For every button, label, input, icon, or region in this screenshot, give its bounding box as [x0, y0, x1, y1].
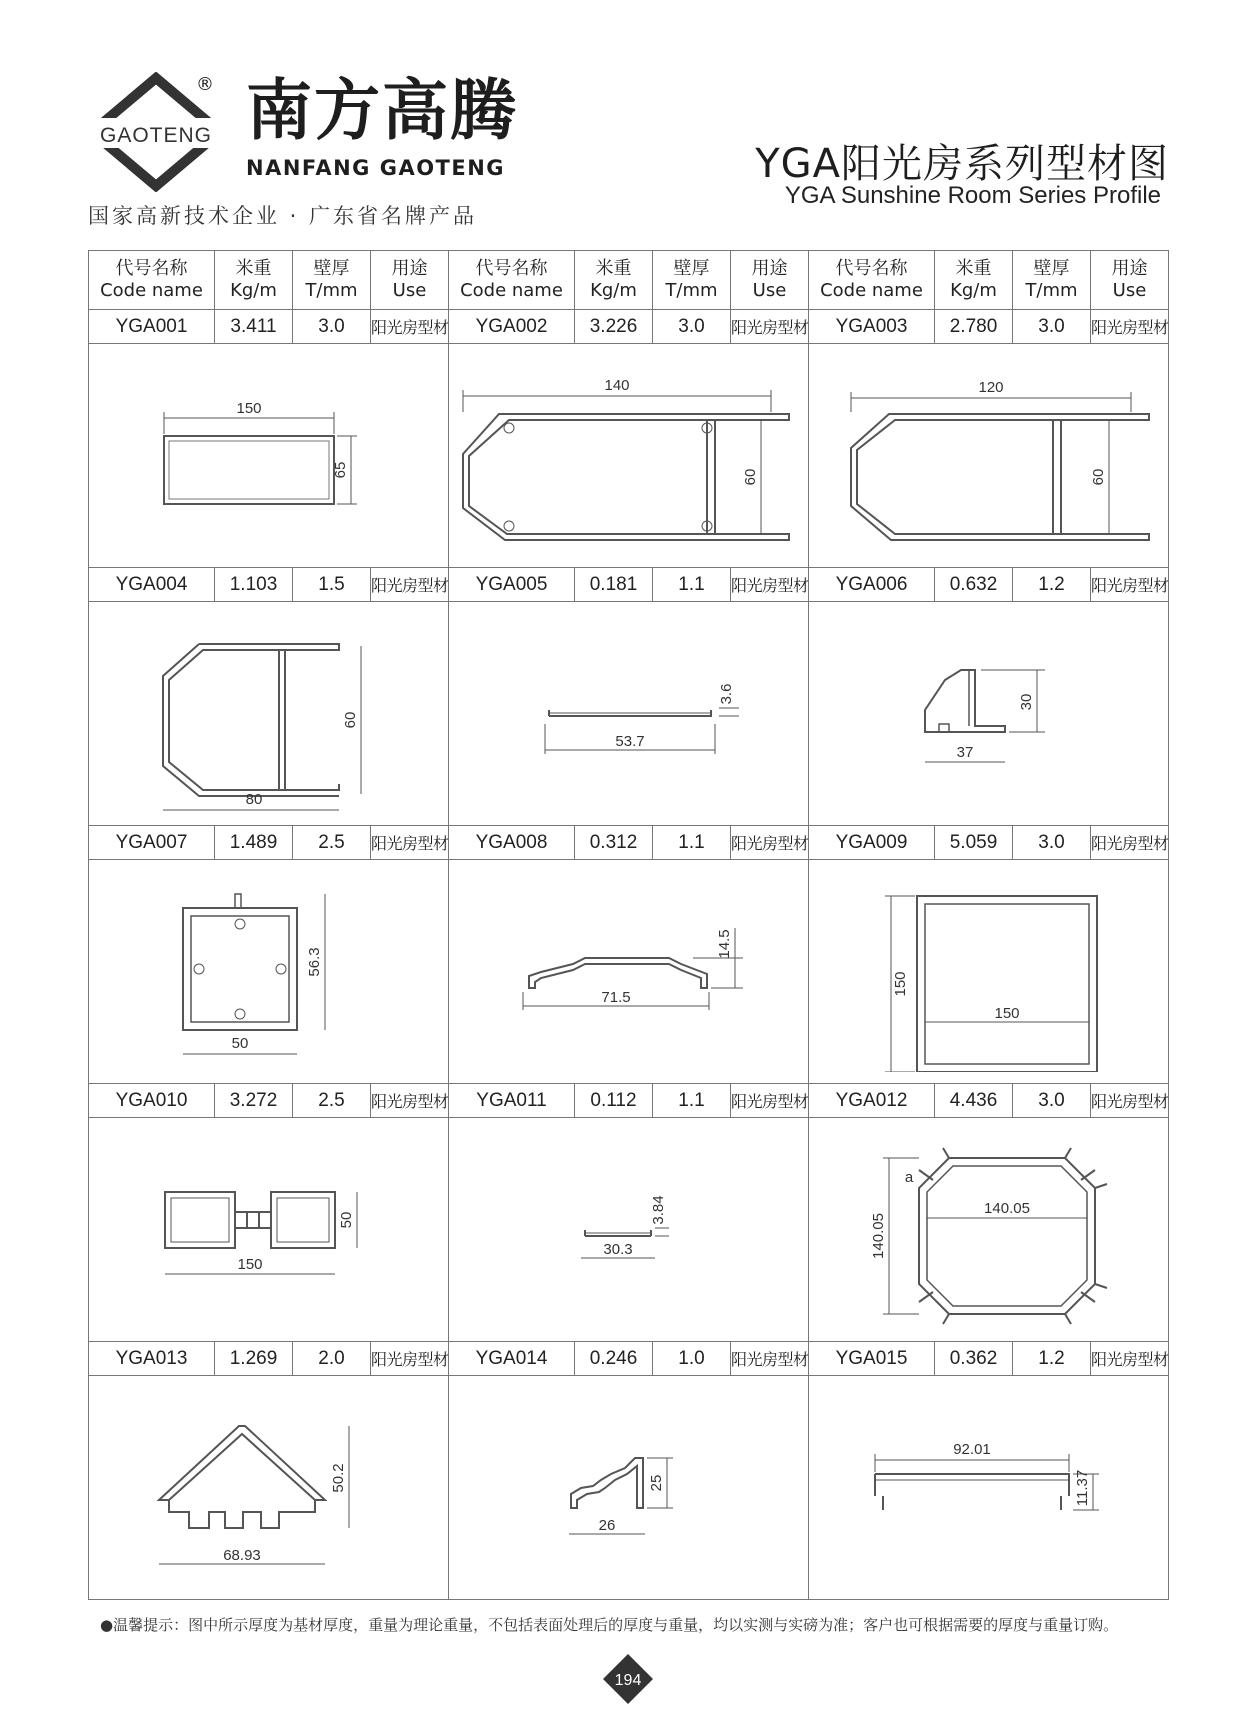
profile-info-row: [89, 826, 1169, 860]
profile-weight: 3.411: [215, 310, 293, 344]
profile-use: 阳光房型材: [1091, 826, 1169, 860]
profile-use: 阳光房型材: [1091, 1342, 1169, 1376]
profile-use: 阳光房型材: [371, 568, 449, 602]
profile-use: 阳光房型材: [1091, 568, 1169, 602]
svg-text:150: 150: [236, 399, 262, 417]
brand-name-cn: 南方高腾: [246, 72, 518, 149]
profile-drawing-row: [89, 1376, 1169, 1600]
profile-info-row: [89, 1342, 1169, 1376]
profile-use: 阳光房型材: [1091, 1084, 1169, 1118]
profile-drawing-cell: [449, 1118, 809, 1342]
profile-use: 阳光房型材: [371, 310, 449, 344]
profile-drawing-row: [89, 344, 1169, 568]
svg-text:3.6: 3.6: [718, 683, 735, 704]
profile-thickness: 3.0: [1013, 1084, 1091, 1118]
profile-use: 阳光房型材: [1091, 310, 1169, 344]
profile-use: 阳光房型材: [731, 1084, 809, 1118]
profile-drawing-yga007: [89, 872, 449, 1072]
svg-text:150: 150: [994, 1004, 1020, 1022]
profile-thickness: 3.0: [1013, 826, 1091, 860]
svg-text:50: 50: [231, 1034, 249, 1052]
profile-info-row: [89, 1084, 1169, 1118]
profile-drawing-cell: [449, 1376, 809, 1600]
svg-text:37: 37: [956, 743, 974, 761]
header-use: 用途 Use: [371, 251, 449, 310]
profile-thickness: 1.2: [1013, 1342, 1091, 1376]
profile-code: YGA003: [809, 310, 935, 344]
profile-weight: 3.226: [575, 310, 653, 344]
profile-weight: 0.632: [935, 568, 1013, 602]
profile-drawing-row: [89, 602, 1169, 826]
slogan: 国家高新技术企业 · 广东省名牌产品: [88, 204, 478, 228]
header-thickness: 壁厚 T/mm: [293, 251, 371, 310]
profile-code: YGA009: [809, 826, 935, 860]
profile-drawing-cell: [809, 344, 1169, 568]
header-weight: 米重 Kg/m: [575, 251, 653, 310]
svg-text:3.84: 3.84: [650, 1194, 667, 1225]
svg-text:14.5: 14.5: [716, 928, 733, 959]
svg-text:150: 150: [892, 970, 909, 997]
profile-table: [88, 250, 1168, 1600]
profile-thickness: 1.1: [653, 568, 731, 602]
profile-weight: 3.272: [215, 1084, 293, 1118]
svg-text:11.37: 11.37: [1074, 1469, 1091, 1506]
profile-code: YGA013: [89, 1342, 215, 1376]
profile-thickness: 1.5: [293, 568, 371, 602]
profile-drawing-cell: [809, 1376, 1169, 1600]
profile-use: 阳光房型材: [731, 568, 809, 602]
profile-code: YGA010: [89, 1084, 215, 1118]
svg-text:30.3: 30.3: [603, 1240, 633, 1258]
profile-drawing-cell: [809, 860, 1169, 1084]
profile-use: 阳光房型材: [371, 1084, 449, 1118]
profile-thickness: 3.0: [293, 310, 371, 344]
profile-weight: 2.780: [935, 310, 1013, 344]
profile-weight: 1.103: [215, 568, 293, 602]
brand-name-en: NANFANG GAOTENG: [246, 156, 506, 180]
profile-weight: 0.181: [575, 568, 653, 602]
profile-drawing-cell: [449, 860, 809, 1084]
profile-drawing-yga009: [809, 872, 1169, 1072]
profile-weight: 5.059: [935, 826, 1013, 860]
profile-weight: 1.269: [215, 1342, 293, 1376]
svg-text:68.93: 68.93: [223, 1546, 261, 1564]
profile-weight: 0.246: [575, 1342, 653, 1376]
header-row: [89, 251, 1169, 310]
svg-text:140: 140: [604, 376, 630, 394]
profile-thickness: 1.1: [653, 1084, 731, 1118]
profile-code: YGA007: [89, 826, 215, 860]
svg-text:30: 30: [1018, 693, 1035, 710]
profile-code: YGA015: [809, 1342, 935, 1376]
profile-thickness: 2.5: [293, 1084, 371, 1118]
svg-text:140.05: 140.05: [984, 1199, 1030, 1217]
svg-text:120: 120: [978, 378, 1004, 396]
profile-drawing-yga002: [449, 356, 809, 556]
svg-text:53.7: 53.7: [615, 732, 645, 750]
profile-drawing-yga001: [89, 356, 449, 556]
profile-drawing-yga015: [809, 1388, 1169, 1588]
svg-text:50.2: 50.2: [330, 1462, 347, 1493]
profile-code: YGA008: [449, 826, 575, 860]
svg-text:60: 60: [1090, 468, 1107, 485]
profile-code: YGA001: [89, 310, 215, 344]
page-number-badge: [601, 1652, 655, 1706]
profile-drawing-yga006: [809, 614, 1169, 814]
profile-code: YGA004: [89, 568, 215, 602]
svg-text:71.5: 71.5: [601, 988, 631, 1006]
header-weight: 米重 Kg/m: [935, 251, 1013, 310]
page-title-en: YGA Sunshine Room Series Profile: [784, 182, 1161, 209]
svg-text:60: 60: [342, 711, 359, 728]
profile-drawing-row: [89, 1118, 1169, 1342]
profile-drawing-cell: [89, 1118, 449, 1342]
profile-drawing-cell: [809, 602, 1169, 826]
header-code: 代号名称 Code name: [809, 251, 935, 310]
profile-weight: 0.312: [575, 826, 653, 860]
page-title-cn: YGA阳光房系列型材图: [755, 141, 1169, 187]
profile-drawing-yga008: [449, 872, 809, 1072]
svg-text:60: 60: [742, 468, 759, 485]
registered-mark: ®: [196, 74, 214, 95]
header-thickness: 壁厚 T/mm: [653, 251, 731, 310]
profile-use: 阳光房型材: [731, 826, 809, 860]
profile-drawing-cell: [449, 602, 809, 826]
svg-text:25: 25: [648, 1474, 665, 1491]
profile-drawing-yga010: [89, 1130, 449, 1330]
profile-drawing-cell: [89, 344, 449, 568]
profile-drawing-cell: [449, 344, 809, 568]
profile-thickness: 2.5: [293, 826, 371, 860]
profile-code: YGA006: [809, 568, 935, 602]
profile-code: YGA005: [449, 568, 575, 602]
profile-weight: 1.489: [215, 826, 293, 860]
profile-code: YGA012: [809, 1084, 935, 1118]
profile-info-row: [89, 568, 1169, 602]
svg-text:a: a: [904, 1168, 914, 1186]
header-use: 用途 Use: [731, 251, 809, 310]
header-code: 代号名称 Code name: [89, 251, 215, 310]
svg-text:140.05: 140.05: [870, 1212, 887, 1259]
profile-drawing-yga012: [809, 1130, 1169, 1330]
profile-thickness: 1.2: [1013, 568, 1091, 602]
svg-text:80: 80: [245, 790, 263, 808]
svg-text:92.01: 92.01: [953, 1440, 991, 1458]
profile-drawing-yga005: [449, 614, 809, 814]
page-number: 194: [614, 1672, 642, 1689]
profile-drawing-cell: [89, 602, 449, 826]
footer-note: ●温馨提示：图中所示厚度为基材厚度，重量为理论重量，不包括表面处理后的厚度与重量，均以实测与实磅为准；客户也可根据需要的厚度与重量订购。: [100, 1616, 1119, 1634]
profile-thickness: 1.0: [653, 1342, 731, 1376]
profile-drawing-yga004: [89, 614, 449, 814]
profile-drawing-cell: [89, 860, 449, 1084]
profile-use: 阳光房型材: [371, 826, 449, 860]
profile-drawing-yga003: [809, 356, 1169, 556]
header-weight: 米重 Kg/m: [215, 251, 293, 310]
profile-code: YGA011: [449, 1084, 575, 1118]
profile-weight: 0.112: [575, 1084, 653, 1118]
profile-thickness: 3.0: [1013, 310, 1091, 344]
header-thickness: 壁厚 T/mm: [1013, 251, 1091, 310]
profile-use: 阳光房型材: [371, 1342, 449, 1376]
svg-text:50: 50: [338, 1211, 355, 1228]
profile-code: YGA014: [449, 1342, 575, 1376]
profile-drawing-cell: [809, 1118, 1169, 1342]
profile-info-row: [89, 310, 1169, 344]
logo-text: GAOTENG: [99, 124, 213, 147]
svg-text:26: 26: [598, 1516, 616, 1534]
profile-drawing-yga014: [449, 1388, 809, 1588]
header-code: 代号名称 Code name: [449, 251, 575, 310]
profile-weight: 0.362: [935, 1342, 1013, 1376]
profile-drawing-yga011: [449, 1130, 809, 1330]
svg-text:65: 65: [332, 461, 349, 478]
profile-use: 阳光房型材: [731, 310, 809, 344]
header-use: 用途 Use: [1091, 251, 1169, 310]
svg-text:56.3: 56.3: [306, 946, 323, 977]
profile-code: YGA002: [449, 310, 575, 344]
profile-thickness: 1.1: [653, 826, 731, 860]
profile-drawing-row: [89, 860, 1169, 1084]
profile-drawing-cell: [89, 1376, 449, 1600]
profile-weight: 4.436: [935, 1084, 1013, 1118]
profile-thickness: 2.0: [293, 1342, 371, 1376]
svg-text:150: 150: [237, 1255, 263, 1273]
profile-drawing-yga013: [89, 1388, 449, 1588]
profile-thickness: 3.0: [653, 310, 731, 344]
profile-use: 阳光房型材: [731, 1342, 809, 1376]
